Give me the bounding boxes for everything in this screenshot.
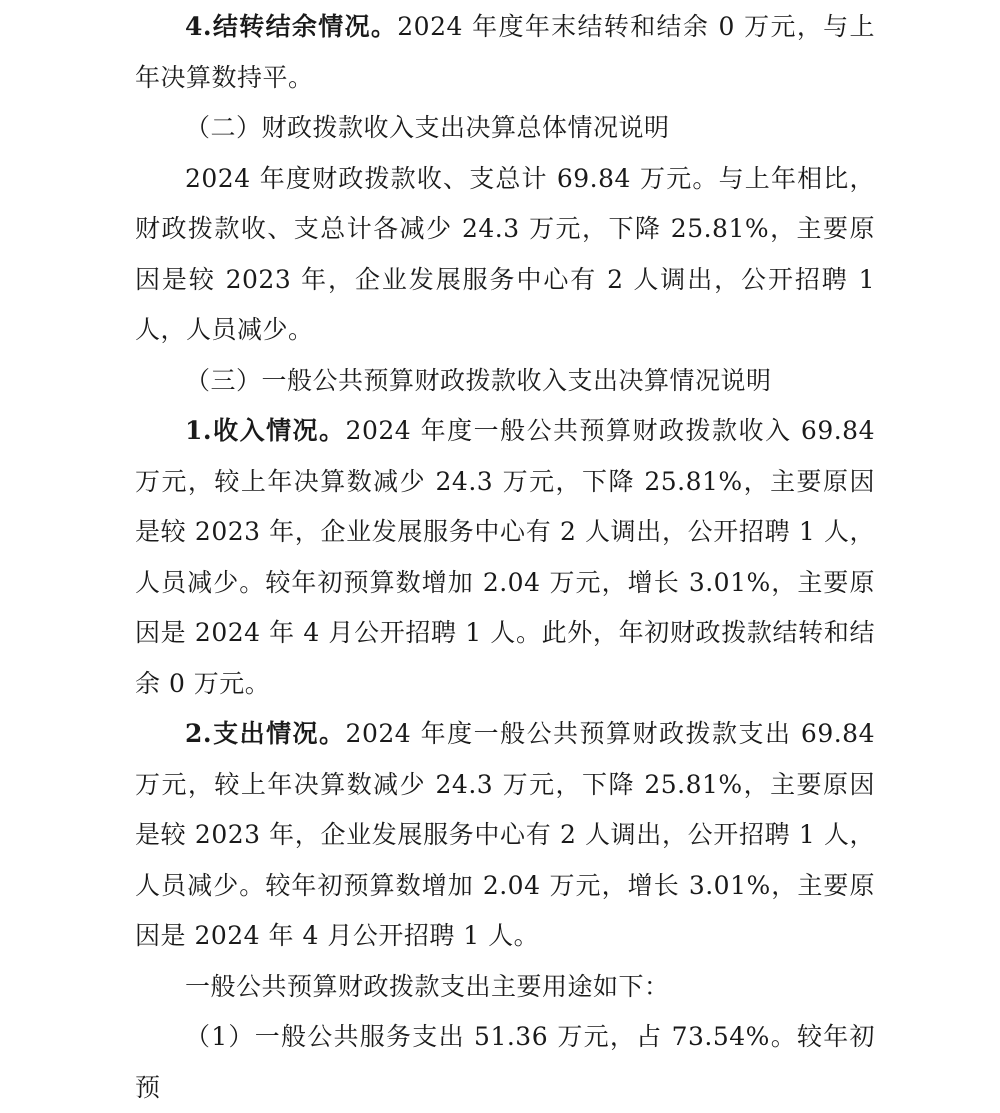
paragraph-fiscal-overview [135, 154, 875, 356]
paragraph-public-services [135, 1012, 875, 1113]
document-body [135, 2, 875, 1113]
section-heading-general-budget: （三）一般公共预算财政拨款收入支出决算情况说明 [185, 365, 772, 395]
paragraph-income [135, 406, 875, 709]
paragraph-lead-heading: 4.结转结余情况。 [185, 12, 398, 41]
paragraph-text: 一般公共预算财政拨款支出主要用途如下： [185, 971, 670, 1001]
paragraph-carryover-balance [135, 2, 875, 103]
paragraph-text: （1）一般公共服务支出 51.36 万元，占 73.54%。较年初预 [135, 1022, 875, 1102]
paragraph-text: 2024 年度财政拨款收、支总计 69.84 万元。与上年相比，财政拨款收、支总计各减少 24.3 万元，下降 25.81%，主要原因是较 2023 年，企业发展服务中心有 2 人调出，公开招聘 1 人，人员减少。 [135, 163, 875, 344]
paragraph-text: 2024 年度一般公共预算财政拨款收入 69.84 万元，较上年决算数减少 24.3 万元，下降 25.81%，主要原因是较 2023 年，企业发展服务中心有 2 人调出，公开招聘 1 人，人员减少。较年初预算数增加 2.04 万元，增长 3.01%，主要原因是 2024 年 4 月公开招聘 1 人。此外，年初财政拨款结转和结余 0 万元。 [135, 416, 875, 698]
paragraph-lead-heading: 2.支出情况。 [185, 719, 346, 748]
paragraph-text: 2024 年度年末结转和结余 0 万元，与上年决算数持平。 [135, 12, 875, 92]
paragraph-expenditure [135, 709, 875, 962]
paragraph-expenditure-uses [135, 962, 875, 1013]
section-heading-fiscal-overview: （二）财政拨款收入支出决算总体情况说明 [185, 113, 670, 142]
paragraph-text: 2024 年度一般公共预算财政拨款支出 69.84 万元，较上年决算数减少 24.3 万元，下降 25.81%，主要原因是较 2023 年，企业发展服务中心有 2 人调出，公开招聘 1 人，人员减少。较年初预算数增加 2.04 万元，增长 3.01%，主要原因是 2024 年 4 月公开招聘 1 人。 [135, 719, 875, 950]
paragraph-lead-heading: 1.收入情况。 [185, 416, 346, 445]
